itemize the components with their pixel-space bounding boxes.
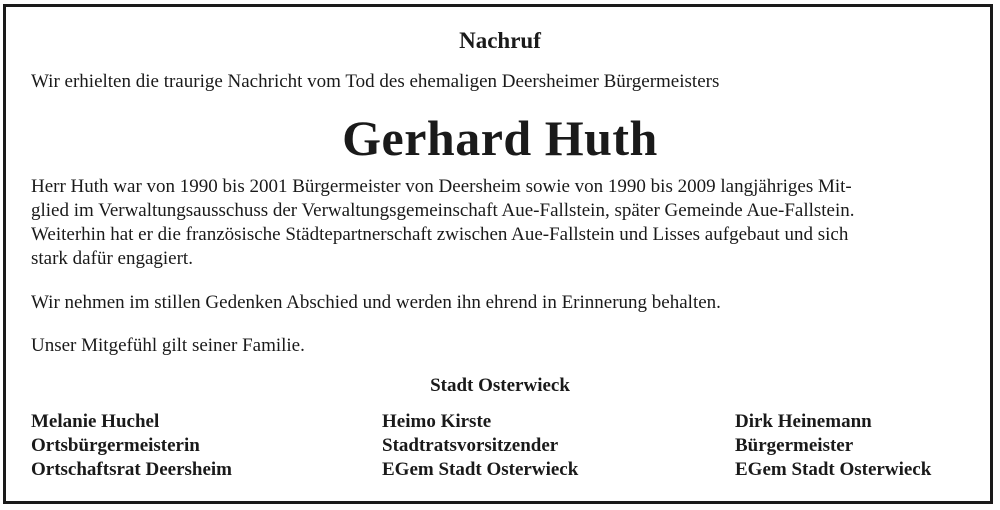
biography-line: stark dafür engagiert. bbox=[31, 248, 193, 269]
signatory-name: Melanie Huchel bbox=[31, 411, 160, 432]
signatory-role: Stadtratsvorsitzender bbox=[382, 435, 559, 456]
biography-line: Weiterhin hat er die französische Städtepartnerschaft zwischen Aue-Fallstein und Lisses aufgebaut und sich bbox=[31, 224, 849, 245]
obituary-heading: Nachruf bbox=[459, 28, 541, 53]
signatory-body: EGem Stadt Osterwieck bbox=[735, 459, 932, 480]
signatory-name: Dirk Heinemann bbox=[735, 411, 872, 432]
sympathy-text: Unser Mitgefühl gilt seiner Familie. bbox=[31, 335, 305, 356]
signatory-block bbox=[382, 410, 578, 482]
biography-paragraph bbox=[31, 175, 976, 271]
organization-name: Stadt Osterwieck bbox=[430, 375, 570, 396]
deceased-name: Gerhard Huth bbox=[342, 110, 658, 166]
biography-line: glied im Verwaltungsausschuss der Verwaltungsgemeinschaft Aue-Fallstein, später Gemeinde Aue-Fallstein. bbox=[31, 200, 855, 221]
biography-line: Herr Huth war von 1990 bis 2001 Bürgermeister von Deersheim sowie von 1990 bis 2009 langjähriges Mit- bbox=[31, 176, 852, 197]
signatory-role: Ortsbürgermeisterin bbox=[31, 435, 200, 456]
signatory-name: Heimo Kirste bbox=[382, 411, 492, 432]
signatory-body: EGem Stadt Osterwieck bbox=[382, 459, 579, 480]
signatory-body: Ortschaftsrat Deersheim bbox=[31, 459, 233, 480]
signatory-block bbox=[31, 410, 232, 482]
signatory-role: Bürgermeister bbox=[735, 435, 854, 456]
intro-text: Wir erhielten die traurige Nachricht vom Tod des ehemaligen Deersheimer Bürgermeisters bbox=[31, 71, 720, 92]
closing-text: Wir nehmen im stillen Gedenken Abschied und werden ihn ehrend in Erinnerung behalten. bbox=[31, 292, 721, 313]
signatory-block bbox=[735, 410, 931, 482]
